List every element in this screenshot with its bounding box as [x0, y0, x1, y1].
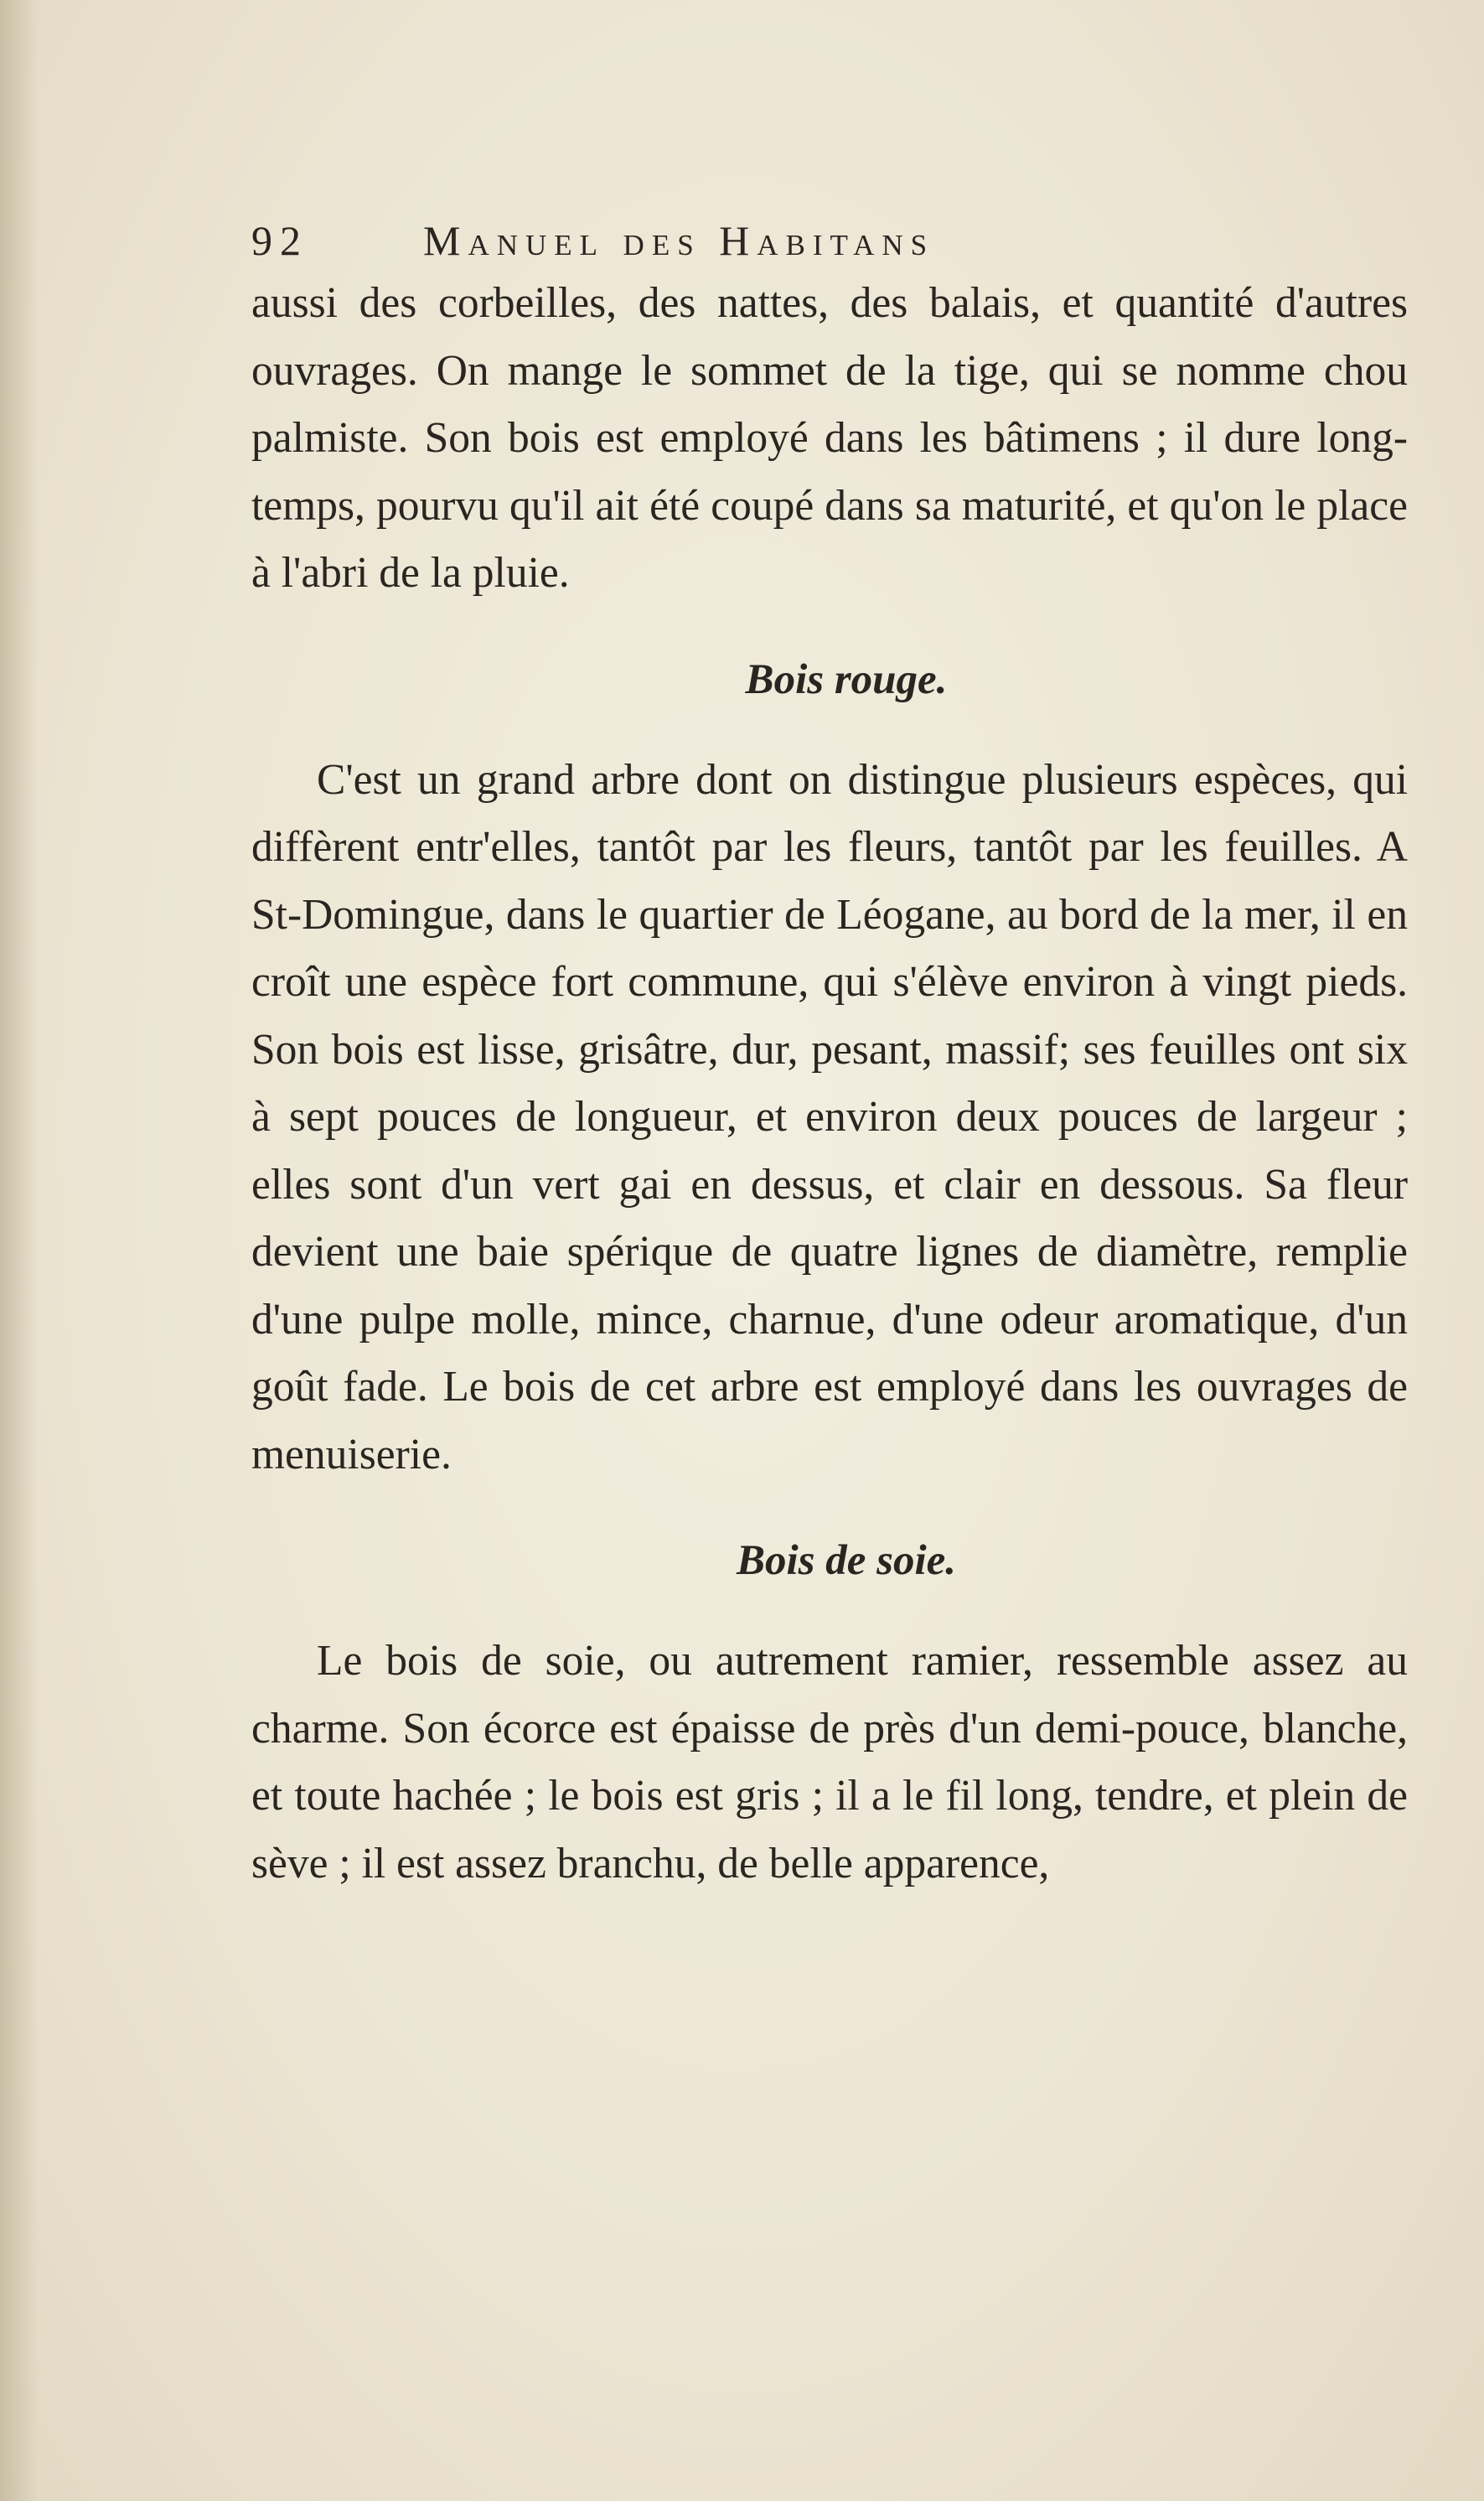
section-paragraph-bois-de-soie: Le bois de soie, ou autrement ramier, ressemble assez au charme. Son écorce est épaisse de près d'un demi-pouce, blanche, et toute hachée ; le bois est gris ; il a le fil long, tendre, et plein de sève ; il est assez branchu, de belle apparence, — [251, 1637, 1408, 1887]
running-title: Manuel des Habitans — [423, 217, 935, 264]
body-text — [251, 270, 1408, 1898]
continuation-paragraph: aussi des corbeilles, des nattes, des balais, et quantité d'autres ouvrages. On mange le sommet de la tige, qui se nomme chou palmiste. Son bois est employé dans les bâtimens ; il dure long-temps, pourvu qu'il ait été coupé dans sa maturité, et qu'on le place à l'abri de la pluie. — [251, 279, 1408, 597]
section-heading-bois-de-soie: Bois de soie. — [736, 1537, 957, 1584]
running-head — [251, 210, 1408, 270]
section-heading-bois-rouge: Bois rouge. — [745, 655, 948, 703]
page-number: 92 — [251, 217, 308, 264]
section-paragraph-bois-rouge: C'est un grand arbre dont on distingue plusieurs espèces, qui diffèrent entr'elles, tantôt par les fleurs, tantôt par les feuilles. A St-Domingue, dans le quartier de Léogane, au bord de la mer, il en croît une espèce fort commune, qui s'élève environ à vingt pieds. Son bois est lisse, grisâtre, dur, pesant, massif; ses feuilles ont six à sept pouces de longueur, et environ deux pouces de largeur ; elles sont d'un vert gai en dessus, et clair en dessous. Sa fleur devient une baie spérique de quatre lignes de diamètre, remplie d'une pulpe molle, mince, charnue, d'une odeur aromatique, d'un goût fade. Le bois de cet arbre est employé dans les ouvrages de menuiserie. — [251, 755, 1408, 1478]
text-block — [251, 210, 1408, 1898]
binding-shadow — [0, 0, 39, 2501]
